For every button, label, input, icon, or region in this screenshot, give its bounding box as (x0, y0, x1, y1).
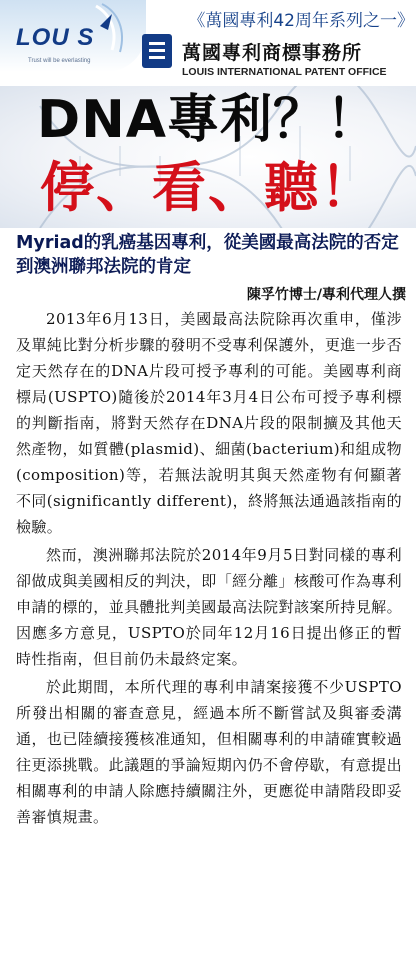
header (0, 0, 416, 86)
logo-wordmark: LOU S (16, 24, 95, 51)
firm-emblem-icon (142, 34, 172, 68)
author-byline: 陳孚竹博士/專利代理人撰 (246, 287, 406, 303)
body-paragraph: 然而，澳洲聯邦法院於2014年9月5日對同樣的專利卻做成與美國相反的判決，即「經分離」核酸可作為專利申請的標的，並具體批判美國最高法院對該案所持見解。因應多方意見，USPTO於同年12月16日提出修正的暫時性指南，但目前仍未最終定案。 (16, 546, 402, 668)
logo-tagline: Trust will be everlasting (28, 58, 91, 64)
firm-name-zh: 萬國專利商標事務所 (182, 42, 363, 64)
body-paragraph: 於此期間，本所代理的專利申請案接獲不少USPTO所發出相關的審查意見，經過本所不斷嘗試及與審委溝通，也已陸續接獲核准通知，但相關專利的申請確實較過往更添挑戰。此議題的爭論短期內仍不會停歇，有意提出相關專利的申請人除應持續關注外，更應從申請階段即妥善審慎規畫。 (16, 678, 402, 826)
firm-name-en: LOUIS INTERNATIONAL PATENT OFFICE (182, 66, 387, 78)
article-body (16, 306, 402, 830)
headline-line-2: 停、看、聽！ (40, 156, 376, 219)
series-title: 《萬國專利42周年系列之一》 (188, 11, 414, 31)
hero-banner (0, 86, 416, 228)
headline-line-1: DNA專利？！ (37, 90, 379, 150)
body-paragraph: 2013年6月13日，美國最高法院除再次重申，僅涉及單純比對分析步驟的發明不受專利保護外，更進一步否定天然存在的DNA片段可授予專利的可能。美國專利商標局(USPTO)隨後於2014年3月4日公布可授予專利標的判斷指南，將對天然存在DNA片段的限制擴及其他天然產物，如質體(plasmid)、細菌(bacterium)和組成物(composition)等，若無法說明其與天然產物有何顯著不同(significantly different)，終將無法通過該指南的檢驗。 (16, 310, 402, 536)
article-subtitle: Myriad的乳癌基因專利，從美國最高法院的否定到澳洲聯邦法院的肯定 (16, 233, 399, 277)
